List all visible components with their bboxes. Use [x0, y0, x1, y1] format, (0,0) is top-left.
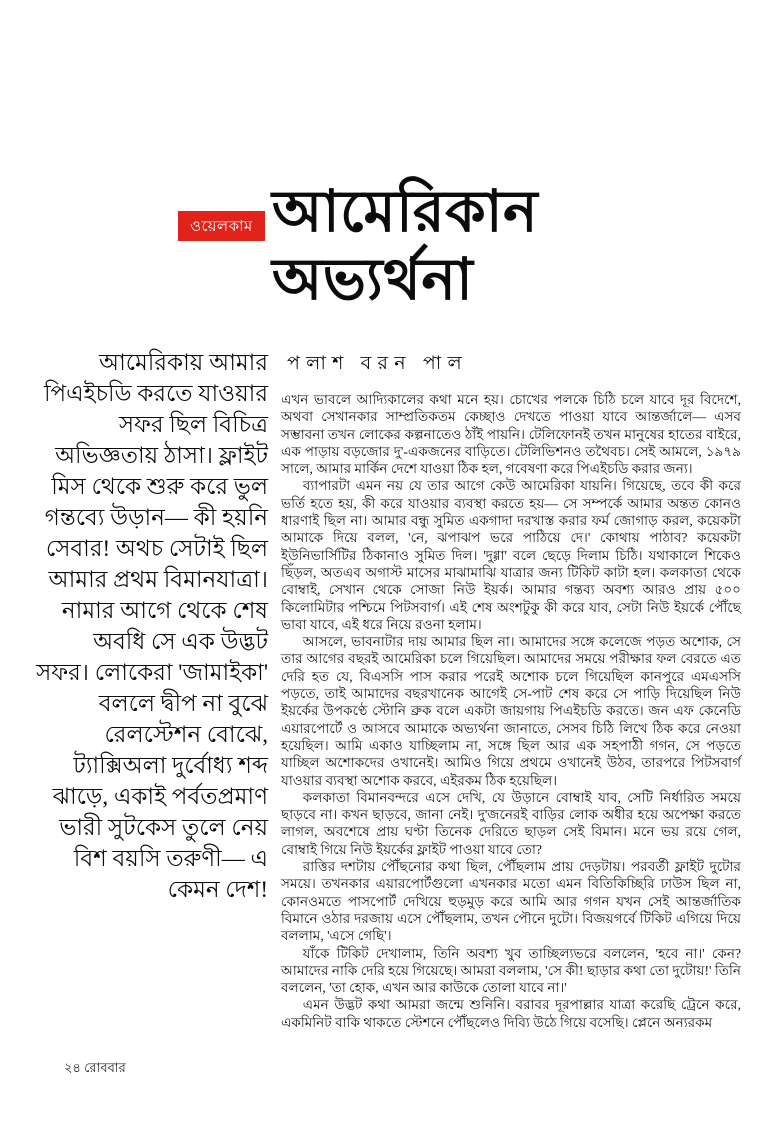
- body-paragraph: যাঁকে টিকিট দেখালাম, তিনি অবশ্য খুব তাচ্ছিল্যভরে বললেন, 'হবে না।' কেন? আমাদের নাকি দেরি হয়ে গিয়েছে। আমরা বললাম, 'সে কী! ছাড়ার কথা তো দুটোয়!' তিনি বললেন, 'তা হোক, এখন আর কাউকে তোলা যাবে না।': [281, 945, 741, 996]
- author-byline: পলাশ বরন পাল: [287, 353, 468, 374]
- body-paragraph: এখন ভাবলে আদ্যিকালের কথা মনে হয়। চোখের পলকে চিঠি চলে যাবে দূর বিদেশে, অথবা সেখানকার সাম্প্রতিকতম কেচ্ছাও দেখতে পাওয়া যাবে আন্তর্জালে— এসব সম্ভাবনা তখন লোকের কল্পনাতেও ঠাঁই পায়নি। টেলিফোনই তখন মানুষের হাতের বাইরে, এক পাড়ায় বড়জোর দু'-একজনের বাড়িতে। টেলিভিশনও তথৈবচ। সেই আমলে, ১৯৭৯ সালে, আমার মার্কিন দেশে যাওয়া ঠিক হল, গবেষণা করে পিএইচডি করার জন্য।: [281, 392, 741, 477]
- article-title: [272, 178, 742, 314]
- article-title-line-1: আমেরিকান: [272, 179, 539, 244]
- body-paragraph: আসলে, ভাবনাটার দায় আমার ছিল না। আমাদের সঙ্গে কলেজে পড়ত অশোক, সে তার আগের বছরই আমেরিকা চলে গিয়েছিল। আমাদের সময়ে পরীক্ষার ফল বেরতে এত দেরি হত যে, বিএসসি পাস করার পরেই অশোক চলে গিয়েছিল কানপুরে এমএসসি পড়তে, তাই আমাদের বছরখানেক আগেই সে-পাট শেষ করে সে পাড়ি দিয়েছিল নিউ ইয়র্কের উপকণ্ঠে স্টোনি ব্রুক বলে একটা জায়গায় পিএইচডি করতে। জন এফ কেনেডি এয়ারপোর্টে ও আসবে আমাকে অভ্যর্থনা জানাতে, সেসব চিঠি লিখে ঠিক করে নেওয়া হয়েছিল। আমি একাও যাচ্ছিলাম না, সঙ্গে ছিল আর এক সহপাঠী গগন, সে পড়তে যাচ্ছিল অশোকদের ওখানেই। আমিও গিয়ে প্রথমে ওখানেই উঠব, তারপরে পিটসবার্গ যাওয়ার ব্যবস্থা অশোক করবে, এইরকম ঠিক হয়েছিল।: [281, 634, 741, 788]
- body-paragraph: কলকাতা বিমানবন্দরে এসে দেখি, যে উড়ানে বোম্বাই যাব, সেটি নির্ধারিত সময়ে ছাড়বে না। কখন ছাড়বে, জানা নেই। দু'জনেরই বাড়ির লোক অধীর হয়ে অপেক্ষা করতে লাগল, অবশেষে প্রায় ঘণ্টা তিনেক দেরিতে ছাড়ল সেই বিমান। মনে ভয় রয়ে গেল, বোম্বাই গিয়ে নিউ ইয়র্কের ফ্লাইট পাওয়া যাবে তো?: [281, 789, 741, 857]
- page-number-footer: ২৪ রোববার: [64, 1060, 126, 1075]
- section-kicker-badge: [178, 211, 265, 241]
- body-paragraph: রাত্তির দশটায় পৌঁছনোর কথা ছিল, পৌঁছলাম প্রায় দেড়টায়। পরবর্তী ফ্লাইট দুটোর সময়ে। তখনকার এয়ারপোর্টগুলো এখনকার মতো এমন বিতিকিচ্ছিরি ঢাউস ছিল না, কোনওমতে পাসপোর্ট দেখিয়ে হুড়মুড় করে আমি আর গগন যখন সেই আন্তর্জাতিক বিমানে ওঠার দরজায় এসে পৌঁছলাম, তখন পৌনে দুটো। বিজয়গর্বে টিকিট এগিয়ে দিয়ে বললাম, 'এসে গেছি'।: [281, 859, 741, 944]
- pull-quote: আমেরিকায় আমার পিএইচডি করতে যাওয়ার সফর ছিল বিচিত্র অভিজ্ঞতায় ঠাসা। ফ্লাইট মিস থেকে শুরু করে ভুল গন্তব্যে উড়ান— কী হয়নি সেবার! অথচ সেটাই ছিল আমার প্রথম বিমানযাত্রা। নামার আগে থেকে শেষ অবধি সে এক উদ্ভট সফর। লোকেরা 'জামাইকা' বললে দ্বীপ না বুঝে রেলস্টেশন বোঝে, ট্যাক্সিঅলা দুর্বোধ্য শব্দ ঝাড়ে, একাই পর্বতপ্রমাণ ভারী সুটকেস তুলে নেয় বিশ বয়সি তরুণী— এ কেমন দেশ!: [36, 350, 268, 902]
- body-paragraph: এমন উদ্ভট কথা আমরা জন্মে শুনিনি। বরাবর দূরপাল্লার যাত্রা করেছি ট্রেনে করে, একমিনিট বাকি থাকতে স্টেশনে পৌঁছলেও দিব্যি উঠে গিয়ে বসেছি। প্লেনে অন্যরকম: [281, 997, 741, 1030]
- article-body: [281, 391, 741, 1031]
- section-kicker-label: ওয়েলকাম: [190, 218, 253, 235]
- body-paragraph: ব্যাপারটা এমন নয় যে তার আগে কেউ আমেরিকা যায়নি। গিয়েছে, তবে কী করে ভর্তি হতে হয়, কী করে যাওয়ার ব্যবস্থা করতে হয়— সে সম্পর্কে আমার অন্তত কোনও ধারণাই ছিল না। আমার বন্ধু সুমিত একগাদা দরখাস্ত করার ফর্ম জোগাড় করল, কয়েকটা আমাকে দিয়ে বলল, 'নে, ঝপাঝপ ভরে পাঠিয়ে দে।' কোথায় পাঠাব? কয়েকটা ইউনিভার্সিটির ঠিকানাও সুমিত দিল। 'দুগ্গা' বলে ছেড়ে দিলাম চিঠি। যথাকালে শিকেও ছিঁড়ল, অতএব অগাস্ট মাসের মাঝামাঝি যাত্রার জন্য টিকিট কাটা হল। কলকাতা থেকে বোম্বাই, সেখান থেকে সোজা নিউ ইয়র্ক। আমার গন্তব্য অবশ্য আরও প্রায় ৫০০ কিলোমিটার পশ্চিমে পিটসবার্গ। এই শেষ অংশটুকু কী করে যাব, সেটা নিউ ইয়র্কে পৌঁছে ভাবা যাবে, এই ধরে নিয়ে রওনা হলাম।: [281, 478, 741, 632]
- article-title-line-2: অভ্যর্থনা: [272, 247, 474, 312]
